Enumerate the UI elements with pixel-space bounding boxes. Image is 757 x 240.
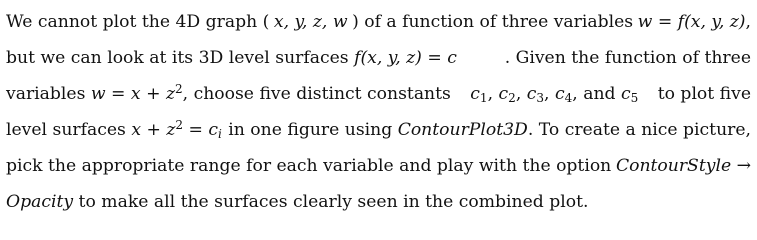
- text-segment: We cannot plot the 4D graph (: [6, 12, 270, 32]
- text-line-4: [6, 117, 751, 143]
- text-line-1: [6, 9, 751, 35]
- text-segment: ,: [544, 84, 555, 104]
- math-args: (x, y, z): [684, 12, 746, 32]
- text-line-3: [6, 81, 751, 107]
- math-function: f: [354, 48, 361, 68]
- text-segment: but we can look at its 3D level surfaces: [6, 48, 355, 68]
- math-constant: c: [554, 84, 565, 104]
- math-args: (x, y, z): [360, 48, 422, 68]
- text-segment: variables: [6, 84, 91, 104]
- math-subscript: 1: [479, 91, 488, 105]
- text-segment: , and: [572, 84, 621, 104]
- option-value: Opacity: [6, 192, 74, 212]
- text-segment: , choose five distinct constants: [182, 84, 451, 104]
- command-name: ContourPlot3D: [397, 120, 528, 140]
- math-operator: =: [183, 120, 209, 140]
- text-segment: to plot five: [657, 84, 751, 104]
- math-function: f: [677, 12, 685, 32]
- math-operator: +: [141, 120, 167, 140]
- rule-arrow: →: [731, 156, 751, 176]
- text-segment: . Given the function of three: [504, 48, 751, 68]
- text-segment: level surfaces: [6, 120, 132, 140]
- text-line-5: [6, 153, 751, 179]
- text-line-6: [6, 189, 751, 215]
- text-segment: ,: [487, 84, 499, 104]
- math-constant: c: [208, 120, 219, 140]
- text-segment: to make all the surfaces clearly seen in the combined plot.: [73, 192, 589, 212]
- text-segment: . To create a nice picture,: [527, 120, 751, 140]
- text-line-2: [6, 45, 751, 71]
- math-constant: c: [470, 84, 480, 104]
- option-name: ContourStyle: [615, 156, 732, 176]
- math-variable: c: [447, 48, 457, 68]
- math-variable: x: [130, 84, 141, 104]
- text-segment: in one figure using: [228, 120, 398, 140]
- math-subscript: 5: [630, 91, 639, 105]
- math-operator: +: [140, 84, 166, 104]
- math-variable: z: [166, 120, 176, 140]
- text-segment: ) of a function of three variables: [352, 12, 634, 32]
- math-operator: =: [421, 48, 448, 68]
- math-variable: z: [165, 84, 176, 104]
- math-constant: c: [526, 84, 537, 104]
- math-subscript: 3: [536, 91, 545, 105]
- math-constant: c: [498, 84, 509, 104]
- math-subscript: 4: [564, 91, 573, 105]
- math-subscript: i: [218, 127, 222, 141]
- math-subscript: 2: [508, 91, 516, 105]
- math-operator: =: [105, 84, 131, 104]
- math-exponent: 2: [175, 81, 183, 96]
- math-exponent: 2: [175, 117, 184, 132]
- text-segment: ,: [515, 84, 527, 104]
- math-variable: w: [637, 12, 653, 32]
- math-constant: c: [621, 84, 631, 104]
- math-variable: x: [131, 120, 142, 140]
- math-operator: =: [652, 12, 678, 32]
- text-segment: ,: [745, 12, 751, 32]
- math-tuple: x, y, z, w: [273, 12, 348, 32]
- math-variable: w: [90, 84, 106, 104]
- text-segment: pick the appropriate range for each variable and play with the option: [6, 156, 612, 176]
